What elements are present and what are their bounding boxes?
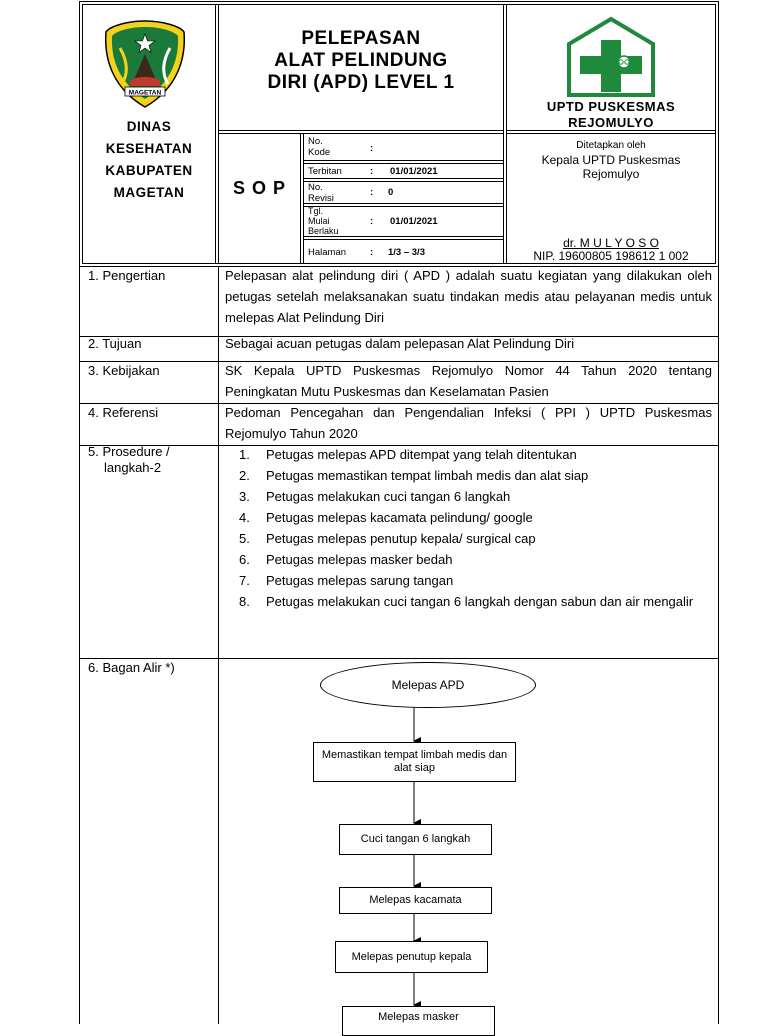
field-sep: : xyxy=(370,247,374,258)
label-bagan-alir: 6. Bagan Alir *) xyxy=(88,660,175,675)
field-value-tgl-mulai: 01/01/2021 xyxy=(390,216,438,227)
field-label-no-kode: No. Kode xyxy=(308,136,331,158)
label-pengertian: 1. Pengertian xyxy=(88,268,166,283)
title-line: PELEPASAN xyxy=(301,28,421,49)
procedure-steps xyxy=(225,444,712,612)
procedure-step: 4. Petugas melepas kacamata pelindung/ google xyxy=(239,510,533,525)
field-sep: : xyxy=(370,166,374,177)
kepala-line: Kepala UPTD Puskesmas xyxy=(541,153,681,167)
text-tujuan: Sebagai acuan petugas dalam pelepasan Alat Pelindung Diri xyxy=(225,336,575,351)
procedure-step: 2. Petugas memastikan tempat limbah medis dan alat siap xyxy=(239,468,589,483)
magetan-logo xyxy=(100,18,190,110)
flow-node: Melepas penutup kepala xyxy=(335,941,488,973)
field-value-no-revisi: 0 xyxy=(388,187,394,198)
label-kebijakan: 3. Kebijakan xyxy=(88,363,160,378)
prosedur-label-line: langkah-2 xyxy=(104,460,162,475)
flow-node: Melepas kacamata xyxy=(339,887,492,914)
logo-text: MAGETAN xyxy=(128,89,162,97)
puskesmas-line: UPTD PUSKESMAS xyxy=(546,99,676,114)
label-referensi: 4. Referensi xyxy=(88,405,159,420)
field-label-tgl-mulai: Tgl. Mulai Berlaku xyxy=(308,206,339,236)
org-line: DINAS xyxy=(126,119,172,134)
sop-label: S O P xyxy=(232,178,286,198)
signer-name: dr. M U L Y O S O xyxy=(563,236,659,250)
procedure-step: 5. Petugas melepas penutup kepala/ surgical cap xyxy=(239,531,536,546)
text-pengertian: Pelepasan alat pelindung diri ( APD ) adalah suatu kegiatan yang dilakukan oleh petugas setelah melaksanakan suatu tindakan medis atau pelayanan medis untuk melepas Alat Pelindung Diri xyxy=(225,268,712,325)
label-prosedur xyxy=(88,444,170,476)
procedure-step: 8. Petugas melakukan cuci tangan 6 langkah dengan sabun dan air mengalir xyxy=(239,594,694,609)
text-kebijakan: SK Kepala UPTD Puskesmas Rejomulyo Nomor 44 Tahun 2020 tentang Peningkatan Mutu Puskesmas dan Keselamatan Pasien xyxy=(225,363,712,399)
kepala-title xyxy=(507,153,715,181)
puskesmas-logo xyxy=(566,16,656,98)
puskesmas-line: REJOMULYO xyxy=(568,115,654,130)
ditetapkan-label: Ditetapkan oleh xyxy=(576,140,646,151)
org-line: KESEHATAN xyxy=(105,141,193,156)
procedure-step: 3. Petugas melakukan cuci tangan 6 langkah xyxy=(239,489,511,504)
title-line: ALAT PELINDUNG xyxy=(274,50,448,71)
label-tujuan: 2. Tujuan xyxy=(88,336,142,351)
kepala-line: Rejomulyo xyxy=(582,167,640,181)
field-value-halaman: 1/3 – 3/3 xyxy=(388,247,425,258)
flow-node: Cuci tangan 6 langkah xyxy=(339,824,492,855)
signer-nip: NIP. 19600805 198612 1 002 xyxy=(533,249,689,263)
field-sep: : xyxy=(370,216,374,227)
field-sep: : xyxy=(370,143,374,154)
field-sep: : xyxy=(370,187,374,198)
flow-node: Melepas masker xyxy=(342,1006,495,1036)
title-line: DIRI (APD) LEVEL 1 xyxy=(267,72,455,93)
field-label-no-revisi: No. Revisi xyxy=(308,182,334,204)
procedure-step: 7. Petugas melepas sarung tangan xyxy=(239,573,454,588)
org-line: KABUPATEN xyxy=(105,163,193,178)
prosedur-label-line: 5. Prosedure / xyxy=(88,444,170,459)
puskesmas-name xyxy=(507,99,715,131)
procedure-step: 1. Petugas melepas APD ditempat yang telah ditentukan xyxy=(239,447,577,462)
flow-node: Memastikan tempat limbah medis dan alat siap xyxy=(313,742,516,782)
flow-start-node: Melepas APD xyxy=(320,662,536,708)
org-name xyxy=(83,116,215,204)
procedure-step: 6. Petugas melepas masker bedah xyxy=(239,552,453,567)
org-line: MAGETAN xyxy=(113,185,185,200)
field-label-terbitan: Terbitan xyxy=(308,166,342,177)
field-value-terbitan: 01/01/2021 xyxy=(390,166,438,177)
text-referensi: Pedoman Pencegahan dan Pengendalian Infeksi ( PPI ) UPTD Puskesmas Rejomulyo Tahun 2020 xyxy=(225,405,712,441)
document-title xyxy=(219,28,503,94)
field-label-halaman: Halaman xyxy=(308,247,347,258)
